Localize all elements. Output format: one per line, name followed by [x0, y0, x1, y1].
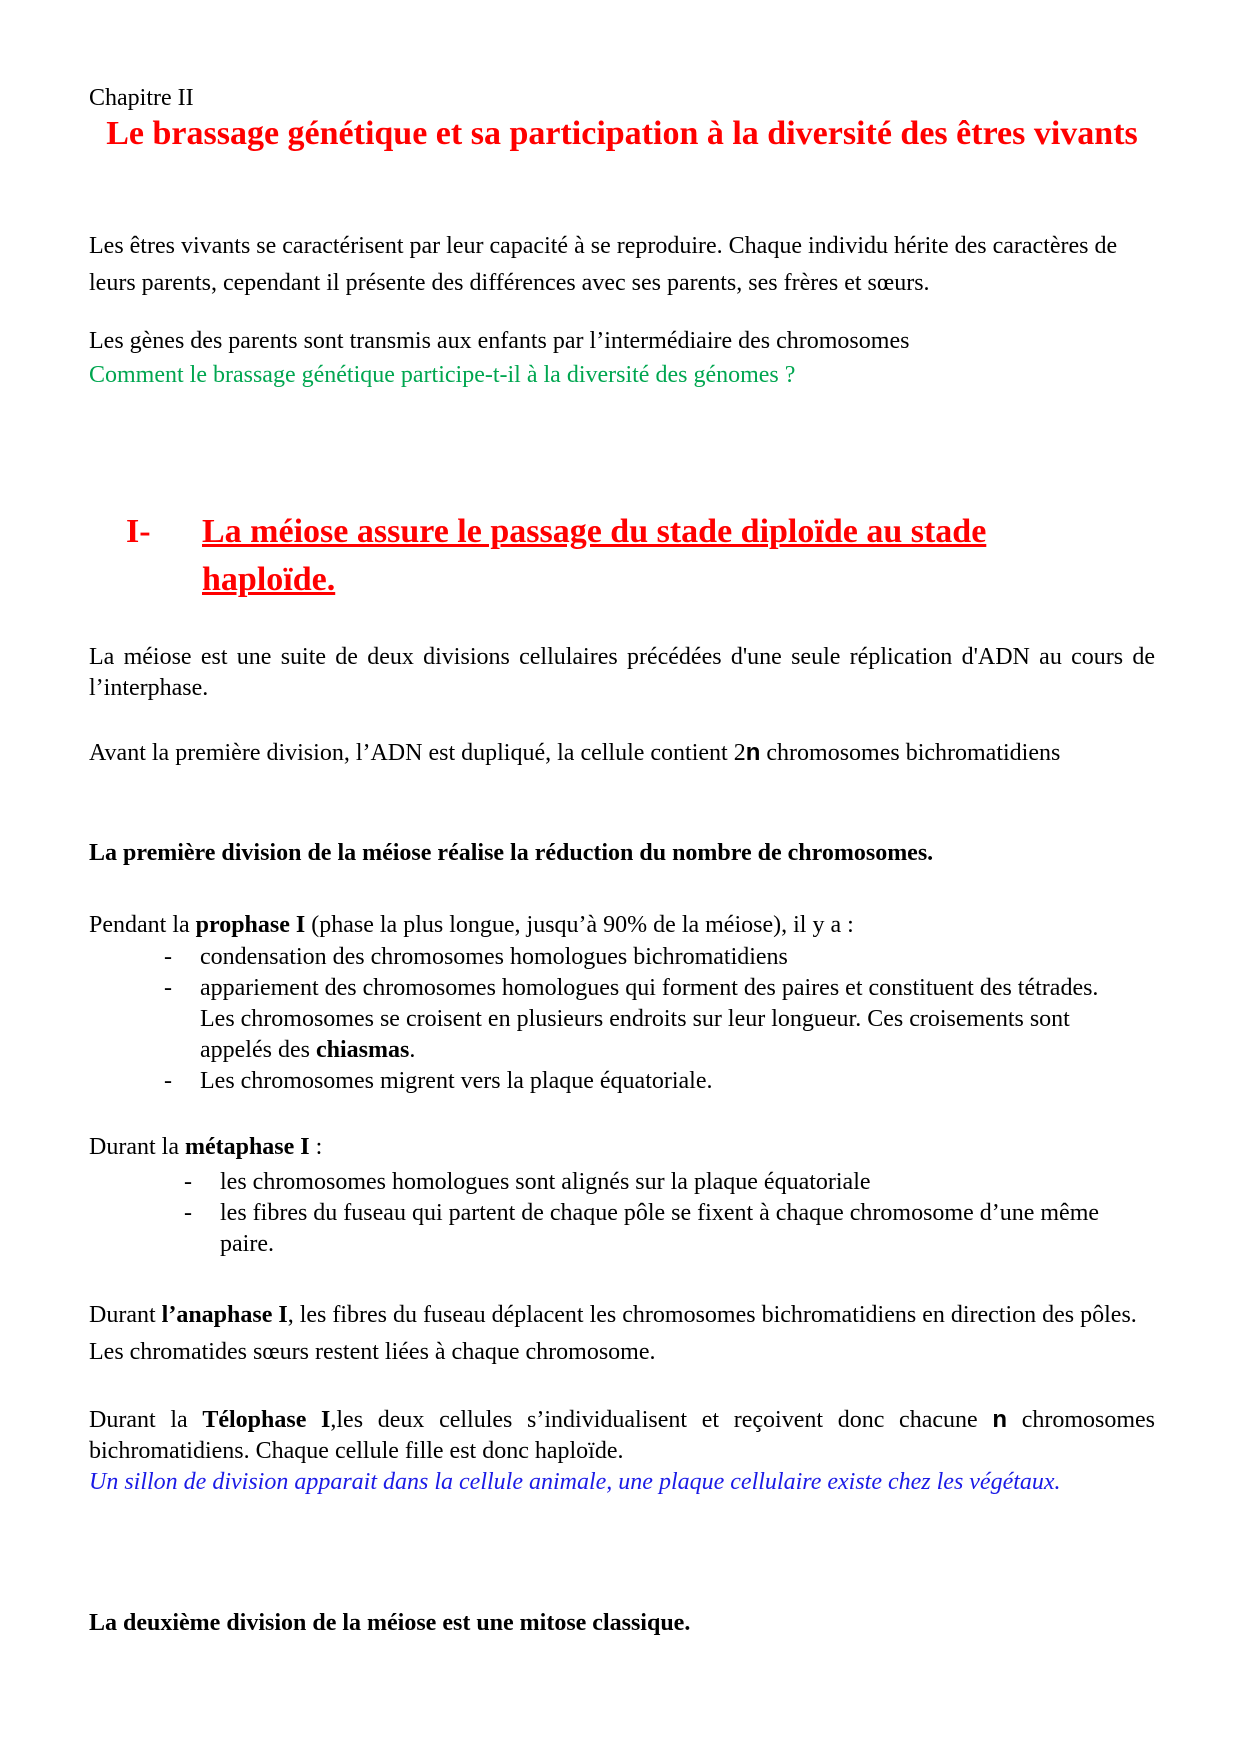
prophase-item-text: Les chromosomes migrent vers la plaque équatoriale.: [200, 1068, 713, 1094]
first-division-heading: La première division de la méiose réalise la réduction du nombre de chromosomes.: [89, 840, 934, 866]
telophase-rest-end: chromosomes bichromatidiens. Chaque cellule fille est donc haploïde.: [89, 1407, 1156, 1464]
metaphase-item-text: les chromosomes homologues sont alignés sur la plaque équatoriale: [220, 1169, 871, 1195]
anaphase-rest: , les fibres du fuseau déplacent les chromosomes bichromatidiens en direction des pôles. Les chromatides sœurs restent liées à chaque chromosome.: [89, 1302, 1137, 1365]
metaphase-lead: Durant la: [89, 1134, 185, 1160]
metaphase-item-text: les fibres du fuseau qui partent de chaque pôle se fixent à chaque chromosome d’une même paire.: [220, 1200, 1100, 1257]
list-item: - Les chromosomes migrent vers la plaque équatoriale.: [164, 1068, 713, 1094]
prophase-term: prophase I: [195, 912, 306, 938]
prophase-list: [164, 942, 1120, 1097]
metaphase-rest: :: [309, 1134, 323, 1160]
anaphase-paragraph: [89, 1297, 1155, 1371]
list-item: - les chromosomes homologues sont alignés sur la plaque équatoriale: [184, 1169, 871, 1195]
list-item: - les fibres du fuseau qui partent de chaque pôle se fixent à chaque chromosome d’une même paire.: [184, 1200, 1100, 1257]
prophase-item-end: .: [409, 1037, 416, 1063]
second-division-heading: La deuxième division de la méiose est une mitose classique.: [89, 1610, 691, 1636]
chapter-label: Chapitre II: [89, 85, 194, 111]
section-number: I-: [126, 513, 151, 550]
chiasmas-term: chiasmas: [315, 1037, 410, 1063]
prophase-lead: Pendant la: [89, 912, 196, 938]
metaphase-intro: [89, 1132, 1155, 1163]
section-title: La méiose assure le passage du stade diploïde au stade haploïde.: [202, 513, 987, 598]
list-item: - appariement des chromosomes homologues qui forment des paires et constituent des tétrades. Les chromosomes se croisent en plusieurs endroits sur leur longueur. Ces croisements sont appelés des chiasmas.: [164, 975, 1099, 1063]
list-item: - condensation des chromosomes homologues bichromatidiens: [164, 944, 788, 970]
guiding-question: Comment le brassage génétique participe-t-il à la diversité des génomes ?: [89, 362, 796, 388]
intro-genes-sentence: Les gènes des parents sont transmis aux enfants par l’intermédiaire des chromosomes: [89, 328, 910, 354]
prophase-rest: (phase la plus longue, jusqu’à 90% de la méiose), il y a :: [305, 912, 854, 938]
telophase-note: Un sillon de division apparait dans la cellule animale, une plaque cellulaire existe chez les végétaux.: [89, 1469, 1061, 1495]
telophase-n-symbol: n: [992, 1406, 1008, 1433]
avant-text-end: chromosomes bichromatidiens: [760, 740, 1061, 766]
prophase-item-text: condensation des chromosomes homologues bichromatidiens: [200, 944, 788, 970]
avant-text-start: Avant la première division, l’ADN est dupliqué, la cellule contient 2: [89, 740, 746, 766]
metaphase-list: [184, 1167, 1140, 1260]
metaphase-term: métaphase I: [184, 1134, 310, 1160]
prophase-intro: [89, 910, 1155, 941]
telophase-term: Télophase I: [202, 1407, 331, 1433]
avant-n-symbol: n: [745, 739, 761, 766]
telophase-paragraph: [89, 1404, 1155, 1467]
intro-paragraph: Les êtres vivants se caractérisent par leur capacité à se reproduire. Chaque individu hérite des caractères de leurs parents, cependant il présente des différences avec ses parents, ses frères et sœurs.: [89, 233, 1118, 296]
telophase-rest: ,les deux cellules s’individualisent et reçoivent donc chacune: [330, 1407, 993, 1433]
anaphase-lead: Durant: [89, 1302, 162, 1328]
page-title: Le brassage génétique et sa participation à la diversité des êtres vivants: [106, 115, 1138, 152]
meiose-definition: La méiose est une suite de deux divisions cellulaires précédées d'une seule réplication d'ADN au cours de l’interphase.: [89, 644, 1155, 701]
anaphase-term: l’anaphase I: [161, 1302, 288, 1328]
before-first-division-paragraph: [89, 737, 1155, 769]
prophase-item-text: appariement des chromosomes homologues qui forment des paires et constituent des tétrades. Les chromosomes se croisent en plusieurs endroits sur leur longueur. Ces croisements sont appelés des: [200, 975, 1099, 1063]
telophase-lead: Durant la: [89, 1407, 203, 1433]
